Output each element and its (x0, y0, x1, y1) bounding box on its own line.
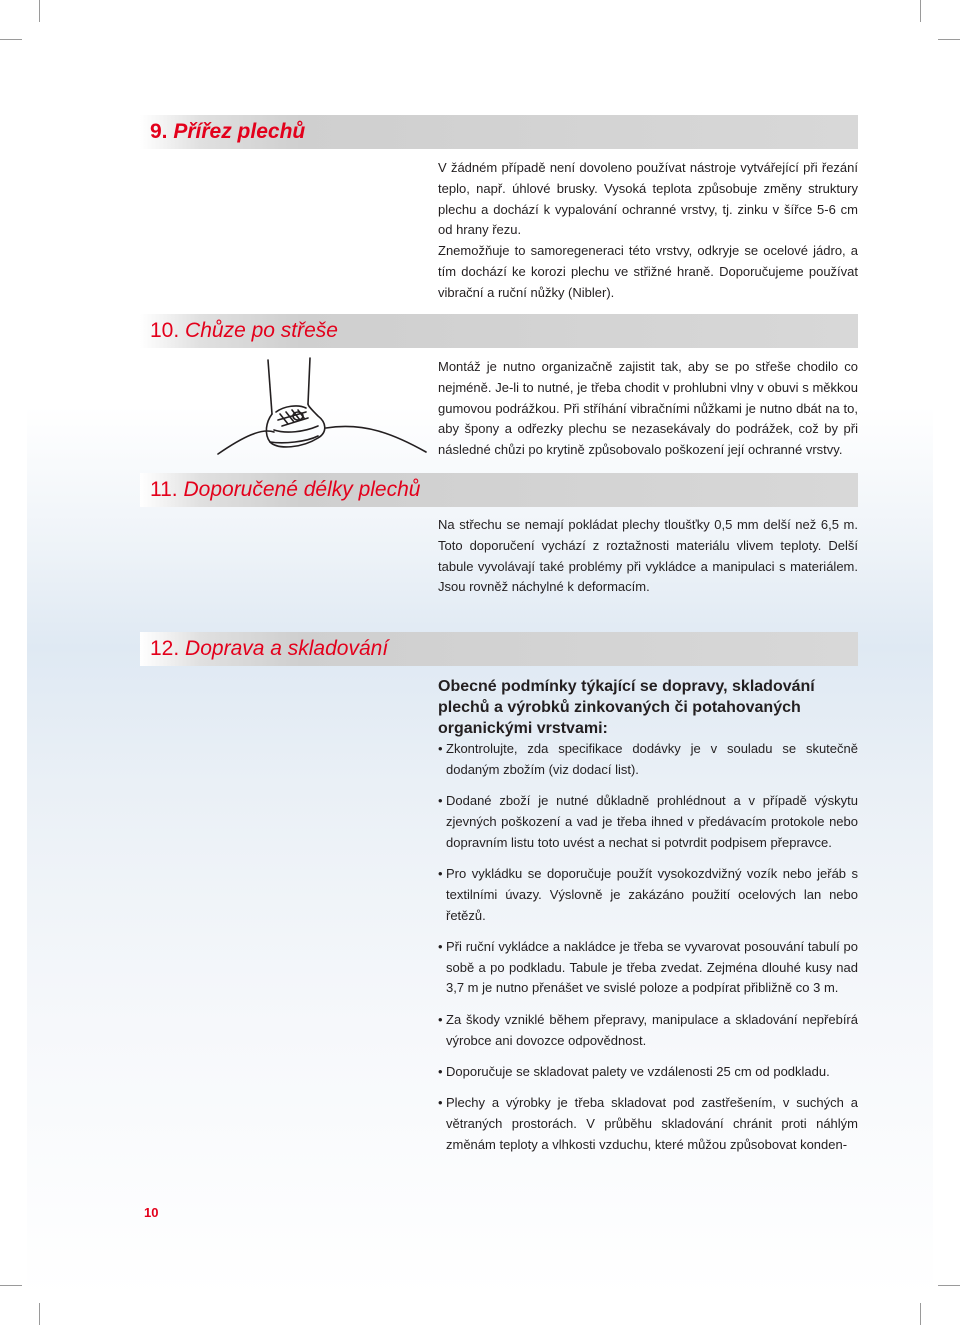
section-body-11 (438, 515, 858, 598)
shoe-walking-on-roof-icon (214, 356, 428, 456)
list-item: • Při ruční vykládce a nakládce je třeba se vyvarovat posouvání tabulí po sobě a po podkladu. Tabule je třeba zvedat. Zejména dlouhé kusy nad 3,7 m je nutno přenášet ve svislé poloze a podpírat přibližně co 3 m. (438, 937, 858, 999)
list-item: • Doporučuje se skladovat palety ve vzdálenosti 25 cm od podkladu. (438, 1062, 858, 1083)
crop-mark (938, 39, 960, 40)
section-title-12: 12. Doprava a skladování (150, 637, 389, 660)
section-title-11: 11. Doporučené délky plechů (150, 478, 421, 501)
list-item: • Za škody vzniklé během přepravy, manipulace a skladování nepřebírá výrobce ani dovozce odpovědnost. (438, 1010, 858, 1052)
paragraph: V žádném případě není dovoleno používat nástroje vytvářející při řezání teplo, např. úhlové brusky. Vysoká teplota způsobuje změny struktury plechu a dochází k vypalování ochranné vrstvy, tj. zinku v šířce 5-6 cm od hrany řezu. (438, 160, 858, 238)
section-body-10 (438, 357, 858, 461)
section-title-9: 9. Přířez plechů (150, 120, 306, 143)
section-subheading-12: Obecné podmínky týkající se dopravy, skladování plechů a výrobků zinkovaných či potahovaných organickými vrstvami: (438, 678, 815, 737)
section-title-10: 10. Chůze po střeše (150, 319, 338, 342)
crop-mark (0, 1285, 22, 1286)
paragraph: Znemožňuje to samoregeneraci této vrstvy, odkryje se ocelové jádro, a tím dochází ke korozi plechu ve střižné hraně. Doporučujeme používat vibrační a ruční nůžky (Nibler). (438, 243, 858, 300)
list-item: • Plechy a výrobky je třeba skladovat pod zastřešením, v suchých a větraných prostorách. V průběhu skladování chránit proti náhlým změnám teploty a vlhkosti vzduchu, které můžou způsobovat konden- (438, 1093, 858, 1155)
crop-mark (39, 0, 40, 22)
bullet-list (438, 739, 858, 1166)
crop-mark (920, 1303, 921, 1325)
paragraph: Na střechu se nemají pokládat plechy tloušťky 0,5 mm delší než 6,5 m. Toto doporučení vychází z roztažnosti materiálu vlivem teploty. Delší tabule vyvolávají také problémy při vykládce a manipulaci s materiálem. Jsou rovněž náchylné k deformacím. (438, 517, 858, 595)
list-item: • Pro vykládku se doporučuje použít vysokozdvižný vozík nebo jeřáb s textilními úvazy. Výslovně je zakázáno použití ocelových lan nebo řetězů. (438, 864, 858, 926)
paragraph: Montáž je nutno organizačně zajistit tak, aby se po střeše chodilo co nejméně. Je-li to nutné, je třeba chodit v prohlubni vlny v obuvi s měkkou gumovou podrážkou. Při stříhání vibračními nůžkami je nutno dbát na to, aby špony a odřezky plechu se nezasekávaly do podrážek, což by při následné chůzi po krytině způsobovalo poškození její ochranné vrstvy. (438, 359, 858, 458)
section-header-9 (140, 115, 858, 149)
section-body-9 (438, 158, 858, 304)
section-header-12 (140, 632, 858, 666)
page-number: 10 (144, 1205, 159, 1220)
crop-mark (0, 39, 22, 40)
crop-mark (938, 1285, 960, 1286)
list-item: • Dodané zboží je nutné důkladně prohlédnout a v případě výskytu zjevných poškození a vad je třeba ihned v předávacím protokole nebo dopravním listu toto uvést a nechat si potvrdit podpisem přepravce. (438, 791, 858, 853)
crop-mark (39, 1303, 40, 1325)
section-header-10 (140, 314, 858, 348)
crop-mark (920, 0, 921, 22)
list-item: • Zkontrolujte, zda specifikace dodávky je v souladu se skutečně dodaným zbožím (viz dodací list). (438, 739, 858, 781)
section-header-11 (140, 473, 858, 507)
